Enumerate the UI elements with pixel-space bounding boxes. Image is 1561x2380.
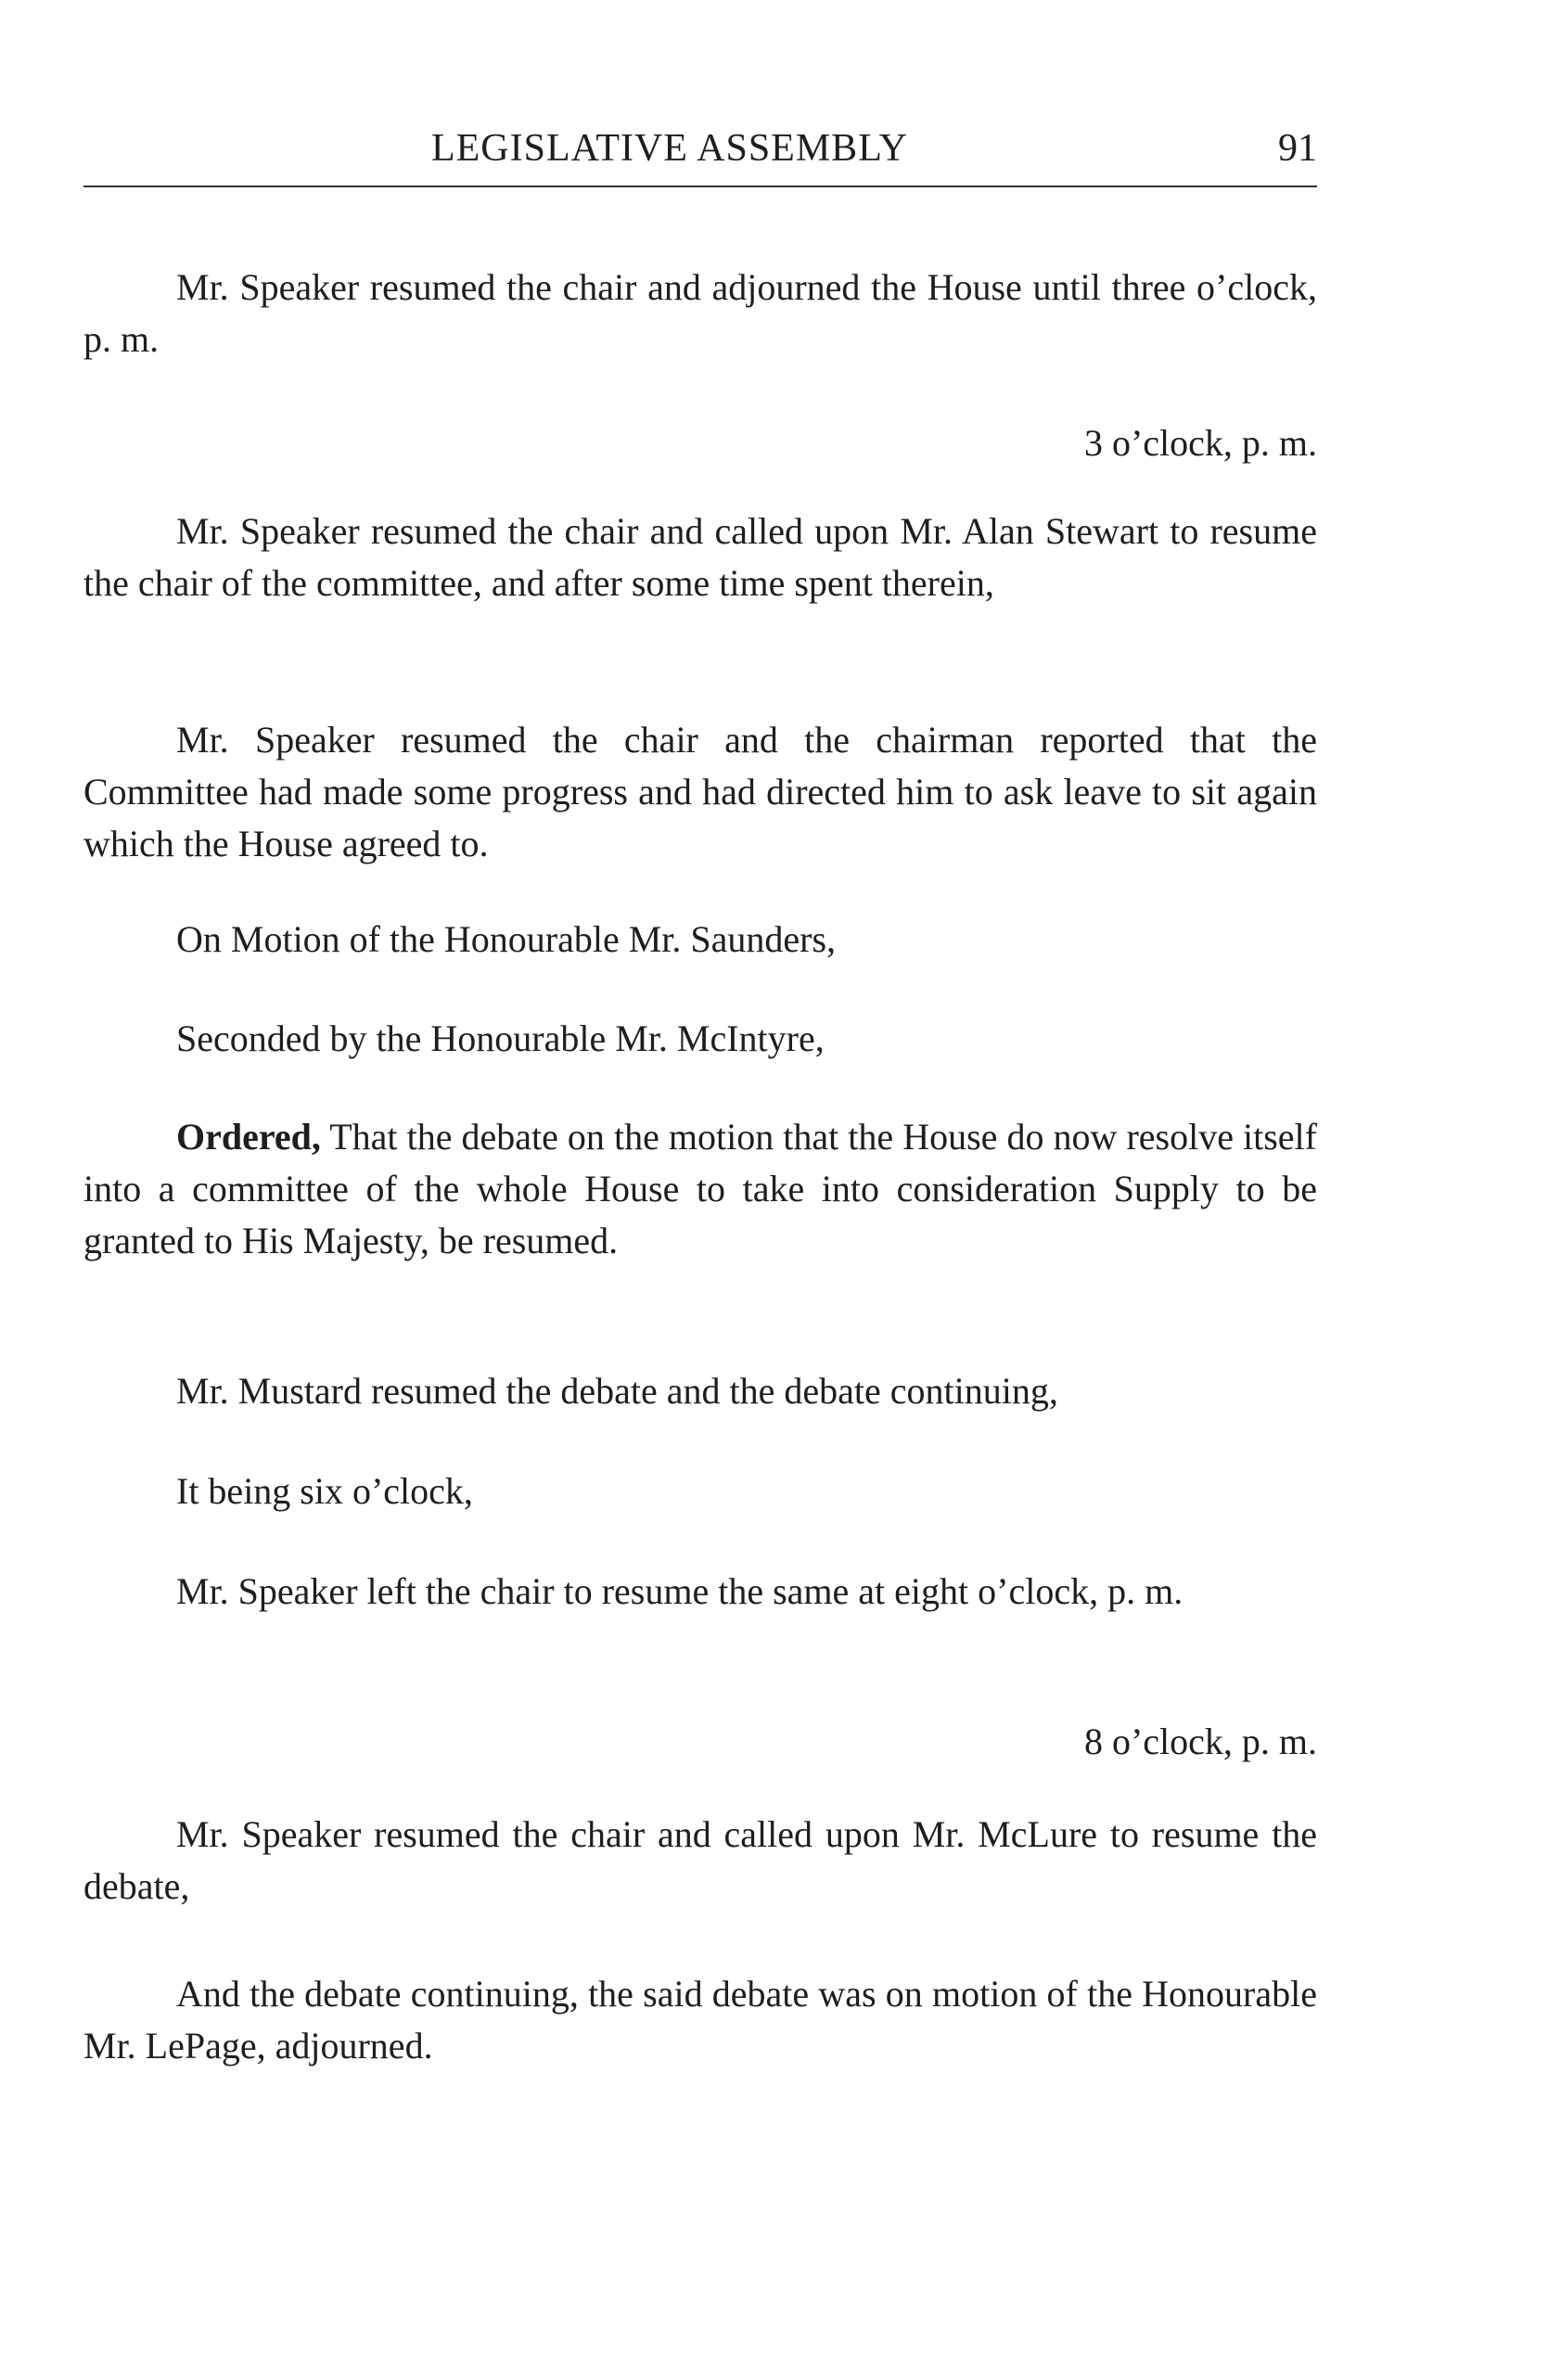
time-heading-eight: 8 o’clock, p. m. xyxy=(1083,1721,1317,1762)
ordered-text: That the debate on the motion that the House do now resolve itself into a committee of the whole House to take into consideration Supply to be granted to His Majesty, be resumed. xyxy=(83,1116,1317,1261)
header-rule xyxy=(83,186,1317,187)
paragraph-speaker-left: Mr. Speaker left the chair to resume the same at eight o’clock, p. m. xyxy=(176,1570,1184,1612)
time-heading-three: 3 o’clock, p. m. xyxy=(1083,422,1317,464)
paragraph-ordered xyxy=(83,1111,1317,1267)
paragraph-mustard-debate: Mr. Mustard resumed the debate and the debate continuing, xyxy=(176,1370,1058,1412)
paragraph-seconded-mcintyre: Seconded by the Honourable Mr. McIntyre, xyxy=(176,1017,825,1059)
running-head: LEGISLATIVE ASSEMBLY xyxy=(431,127,908,170)
paragraph-mclure-debate: Mr. Speaker resumed the chair and called upon Mr. McLure to resume the debate, xyxy=(83,1813,1317,1907)
paragraph-committee-stewart: Mr. Speaker resumed the chair and called upon Mr. Alan Stewart to resume the chair of the committee, and after some time spent therein, xyxy=(83,510,1317,604)
paragraph-six-oclock: It being six o’clock, xyxy=(176,1470,473,1512)
ordered-lead: Ordered, xyxy=(176,1116,321,1158)
paragraph-chairman-report: Mr. Speaker resumed the chair and the chairman reported that the Committee had made some progress and had directed him to ask leave to sit again which the House agreed to. xyxy=(83,719,1317,864)
paragraph-lepage-adjourned: And the debate continuing, the said debate was on motion of the Honourable Mr. LePage, adjourned. xyxy=(83,1973,1317,2067)
paragraph-motion-saunders: On Motion of the Honourable Mr. Saunders, xyxy=(176,918,837,960)
paragraph-adjourn-until-three: Mr. Speaker resumed the chair and adjourned the House until three o’clock, p. m. xyxy=(83,266,1317,360)
page-number: 91 xyxy=(1278,127,1317,170)
page-header xyxy=(83,121,1317,176)
